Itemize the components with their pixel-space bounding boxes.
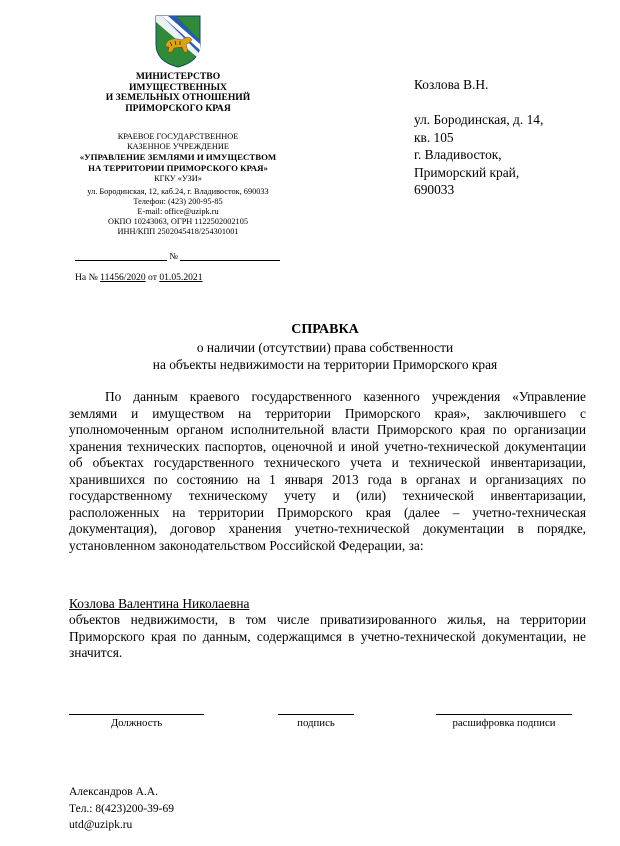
contact-block (69, 784, 174, 834)
person-name: Козлова Валентина Николаевна (69, 596, 250, 611)
decoding-line (436, 714, 572, 715)
institution-inn: ИНН/КПП 2502045418/254301001 (117, 227, 239, 236)
title-line-2: на объекты недвижимости на территории Приморского края (152, 357, 498, 372)
institution-block: КРАЕВОЕ ГОСУДАРСТВЕННОЕ КАЗЕННОЕ УЧРЕЖДЕНИЕ «УПРАВЛЕНИЕ ЗЕМЛЯМИ И ИМУЩЕСТВОМ НА ТЕРРИТОРИИ ПРИМОРСКОГО КРАЯ» КГКУ «УЗИ» ул. Бородинская, 12, каб.24, г. Владивосток, 690033 Телефон: (423) 200-95-85 E-mail: office@uzipk.ru ОКПО 10243063, ОГРН 1122502002105 ИНН/КПП 2502045418/254301001 (68, 132, 288, 237)
institution-phone: Телефон: (423) 200-95-85 (133, 197, 223, 206)
signature-caption: подпись (297, 717, 335, 729)
contact-name: Александров А.А. (69, 786, 158, 798)
title-heading: СПРАВКА (291, 322, 359, 337)
signature-line (278, 714, 354, 715)
coat-of-arms-emblem (154, 14, 202, 68)
body-paragraph: По данным краевого государственного казенного учреждения «Управление землями и имуществом на территории Приморского края», заключившего с уполномоченным органом исполнительной власти Приморского края по организации хранения технических паспортов, оценочной и иной учетно-технической документации об объектах государственного технического учета и технической инвентаризации, хранившихся по состоянию на 1 января 2013 года в органах и организациях по государственному техническому учету и (или) технической инвентаризации, расположенных на территории Приморского края (далее – учетно-техническая документация), договор хранения учетно-технической документации в порядке, установленном законодательством Российской Федерации, за: (69, 389, 586, 553)
conclusion-paragraph: объектов недвижимости, в том числе приватизированного жилья, на территории Приморского края по данным, содержащимся в учетно-технической документации, не значится. (69, 612, 586, 660)
contact-phone: Тел.: 8(423)200-39-69 (69, 802, 174, 815)
position-caption: Должность (110, 717, 163, 729)
contact-email: utd@uzipk.ru (69, 819, 133, 831)
institution-okpo: ОКПО 10243063, ОГРН 1122502002105 (107, 217, 248, 226)
recipient-address: ул. Бородинская, д. 14, кв. 105 г. Владивосток, Приморский край, 690033 (414, 112, 544, 197)
decoding-caption: расшифровка подписи (452, 717, 556, 729)
outgoing-number-line: № (75, 251, 287, 261)
ministry-name: МИНИСТЕРСТВО ИМУЩЕСТВЕННЫХ И ЗЕМЕЛЬНЫХ ОТНОШЕНИЙ ПРИМОРСКОГО КРАЯ (105, 71, 251, 114)
position-line (69, 714, 204, 715)
title-line-1: о наличии (отсутствии) права собственности (196, 339, 454, 355)
reference-number: На № 11456/2020 от 01.05.2021 (75, 272, 203, 283)
institution-email: E-mail: office@uzipk.ru (137, 207, 219, 216)
recipient-name: Козлова В.Н. (414, 77, 489, 92)
document-title (60, 321, 590, 374)
institution-address: ул. Бородинская, 12, каб.24, г. Владивосток, 690033 (87, 187, 269, 196)
